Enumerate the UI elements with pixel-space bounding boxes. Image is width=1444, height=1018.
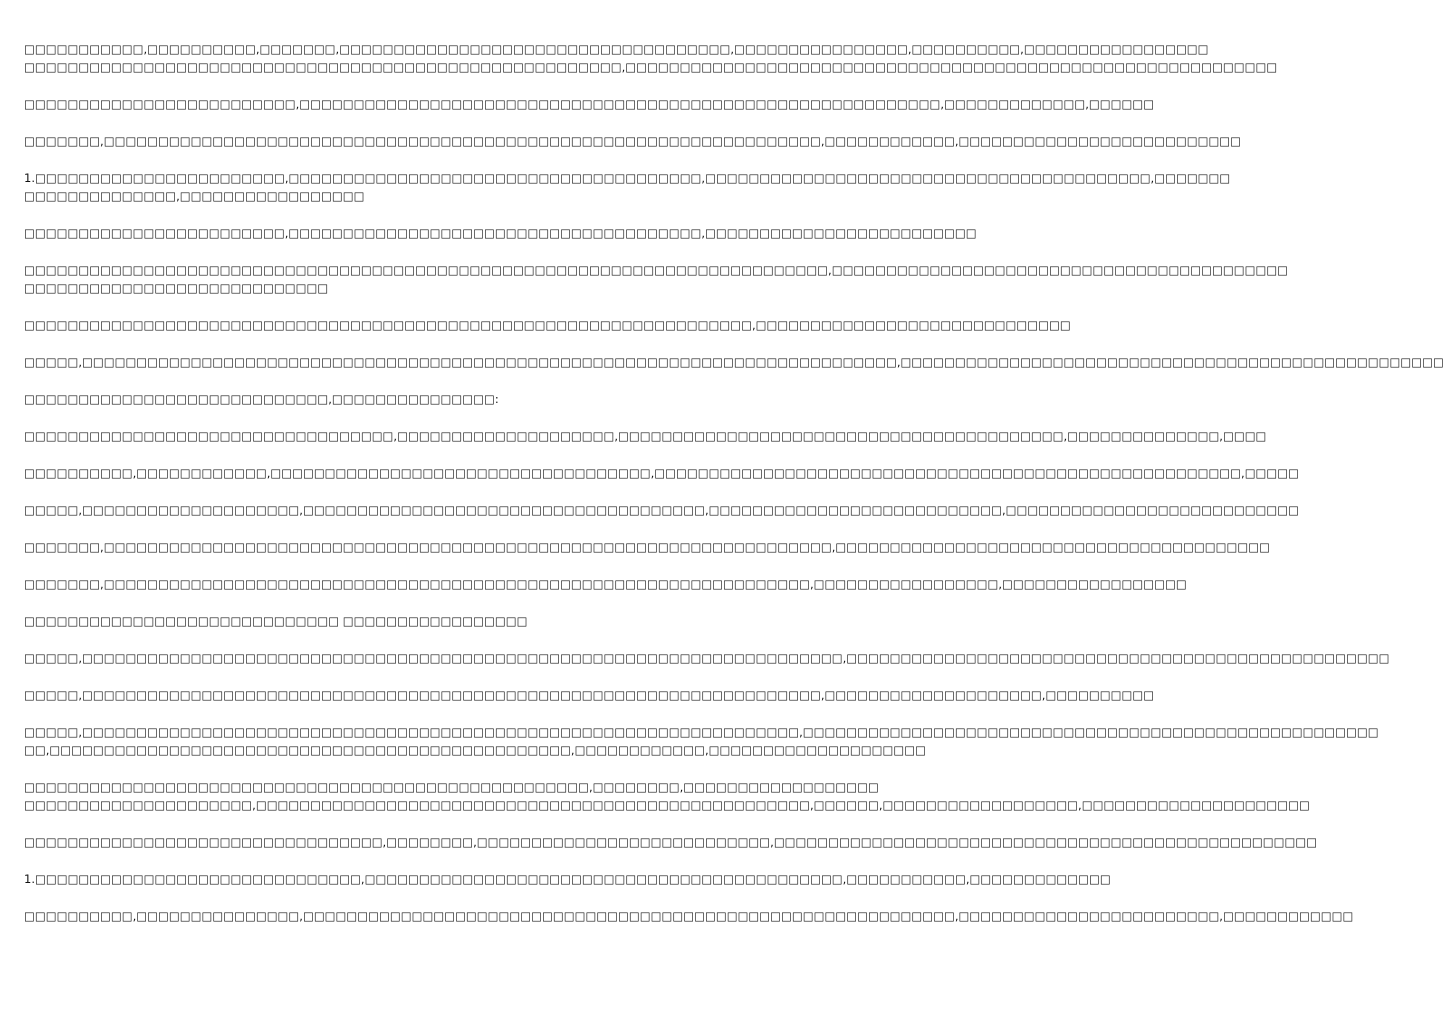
paragraph-line: □□□□□□□□□□,□□□□□□□□□□□□□□□,□□□□□□□□□□□□□□□□□□□□□□□□□□□□□□□□□□□□□□□□□□□□□□□□□□□□□□□□□□□□,□□□□□□□□□□□□□□□□□□□□□□□□,□□□□□□□□□□□□ (24, 909, 1354, 923)
paragraph (24, 778, 1310, 814)
paragraph (24, 427, 1267, 445)
paragraph (24, 95, 1155, 113)
paragraph-line: 1.□□□□□□□□□□□□□□□□□□□□□□□,□□□□□□□□□□□□□□□□□□□□□□□□□□□□□□□□□□□□□□,□□□□□□□□□□□□□□□□□□□□□□□□□□□□□□□□□□□□□□□□□,□□□□□□□ (24, 171, 1231, 185)
paragraph (24, 224, 977, 242)
paragraph (24, 40, 1278, 76)
paragraph (24, 686, 1155, 704)
paragraph-line: □□□□□,□□□□□□□□□□□□□□□□□□□□□□□□□□□□□□□□□□□□□□□□□□□□□□□□□□□□□□□□□□□□□□□□□□□□,□□□□□□□□□□□□□□□□□□□□,□□□□□□□□□□ (24, 688, 1155, 702)
paragraph (24, 833, 1318, 851)
paragraph-line: □□□□□□□,□□□□□□□□□□□□□□□□□□□□□□□□□□□□□□□□□□□□□□□□□□□□□□□□□□□□□□□□□□□□□□□□□□□,□□□□□□□□□□□□□□□□□□□□□□□□□□□□□□□□□□□□□□□□ (24, 540, 1270, 554)
paragraph-line: □□□□□□□□□□□□□□□□□□□□□□□□□□□□,□□□□□□□□□□□□□□□: (24, 392, 499, 406)
paragraph (24, 612, 696, 630)
paragraph (24, 575, 1187, 593)
paragraph (24, 132, 1242, 150)
paragraph-line: □□,□□□□□□□□□□□□□□□□□□□□□□□□□□□□□□□□□□□□□□□□□□□□□□□□,□□□□□□□□□□□□,□□□□□□□□□□□□□□□□□□□□ (24, 743, 926, 757)
paragraph-line: 1.□□□□□□□□□□□□□□□□□□□□□□□□□□□□□□,□□□□□□□□□□□□□□□□□□□□□□□□□□□□□□□□□□□□□□□□□□□□,□□□□□□□□□□□,□□□□□□□□□□□□□ (24, 872, 1111, 886)
paragraph-line: □□□□□□□□□□□□□□,□□□□□□□□□□□□□□□□□ (24, 189, 365, 203)
paragraph-line: □□□□□□□□□□□□□□□□□□□□□□□□□□□□□ □□□□□□□□□□□□□□□□□ (24, 614, 528, 628)
paragraph-line: □□□□□□□□□□□□□□□□□□□□□□□□□□□□□□□□□□□□□□□□□□□□□□□□□□□□□□□□□□□□□□□□□□□□□□□□□□,□□□□□□□□□□□□□□□□□□□□□□□□□□□□□□□□□□□□□□□□□□ (24, 263, 1289, 277)
paragraph-line: □□□□□□□□□□□,□□□□□□□□□□,□□□□□□□,□□□□□□□□□□□□□□□□□□□□□□□□□□□□□□□□□□□□,□□□□□□□□□□□□□□□□,□□□□□□□□□□,□□□□□□□□□□□□□□□□□ (24, 42, 1209, 56)
paragraph (24, 353, 1444, 371)
paragraph-line: □□□□□,□□□□□□□□□□□□□□□□□□□□,□□□□□□□□□□□□□□□□□□□□□□□□□□□□□□□□□□□□□,□□□□□□□□□□□□□□□□□□□□□□□□□□□,□□□□□□□□□□□□□□□□□□□□□□□□□□□ (24, 503, 1300, 517)
paragraph (24, 870, 1111, 888)
paragraph-line: □□□□□□□□□□□□□□□□□□□□□□□□□□□□□□□□□,□□□□□□□□,□□□□□□□□□□□□□□□□□□□□□□□□□□□,□□□□□□□□□□□□□□□□□□□□□□□□□□□□□□□□□□□□□□□□□□□□□□□□□□ (24, 835, 1318, 849)
paragraph-line: □□□□□□□□□□□□□□□□□□□□□,□□□□□□□□□□□□□□□□□□□□□□□□□□□□□□□□□□□□□□□□□□□□□□□□□□□,□□□□□□,□□□□□□□□□□□□□□□□□□,□□□□□□□□□□□□□□□□□□□□□ (24, 798, 1310, 812)
paragraph (24, 538, 1270, 556)
paragraph (24, 464, 1300, 482)
paragraph-line: □□□□□□□□□□□□□□□□□□□□□□□□□□□□ (24, 281, 329, 295)
paragraph (24, 169, 1231, 205)
paragraph (24, 501, 1300, 519)
paragraph-line: □□□□□□□,□□□□□□□□□□□□□□□□□□□□□□□□□□□□□□□□□□□□□□□□□□□□□□□□□□□□□□□□□□□□□□□□□,□□□□□□□□□□□□□□□□□,□□□□□□□□□□□□□□□□□ (24, 577, 1187, 591)
paragraph-line: □□□□□□□□□□□□□□□□□□□□□□□□□,□□□□□□□□□□□□□□□□□□□□□□□□□□□□□□□□□□□□□□□□□□□□□□□□□□□□□□□□□□□,□□□□□□□□□□□□□,□□□□□□ (24, 97, 1155, 111)
paragraph-line: □□□□□,□□□□□□□□□□□□□□□□□□□□□□□□□□□□□□□□□□□□□□□□□□□□□□□□□□□□□□□□□□□□□□□□□□,□□□□□□□□□□□□□□□□□□□□□□□□□□□□□□□□□□□□□□□□□□□□□□□□□□□□□ (24, 725, 1379, 739)
paragraph (24, 390, 696, 408)
paragraph-line: □□□□□□□□□□,□□□□□□□□□□□□,□□□□□□□□□□□□□□□□□□□□□□□□□□□□□□□□□□□,□□□□□□□□□□□□□□□□□□□□□□□□□□□□□□□□□□□□□□□□□□□□□□□□□□□□□□,□□□□□ (24, 466, 1300, 480)
paragraph (24, 723, 1379, 759)
paragraph (24, 907, 1354, 925)
paragraph-line: □□□□□□□□□□□□□□□□□□□□□□□□,□□□□□□□□□□□□□□□□□□□□□□□□□□□□□□□□□□□□□□,□□□□□□□□□□□□□□□□□□□□□□□□□ (24, 226, 977, 240)
paragraph-line: □□□□□,□□□□□□□□□□□□□□□□□□□□□□□□□□□□□□□□□□□□□□□□□□□□□□□□□□□□□□□□□□□□□□□□□□□□□□□□□□□,□□□□□□□□□□□□□□□□□□□□□□□□□□□□□□□□□□□□□□□□□□□□□□□□□□ (24, 355, 1444, 369)
paragraph-line: □□□□□□□□□□□□□□□□□□□□□□□□□□□□□□□□□□□□□□□□□□□□□□□□□□□□□□□,□□□□□□□□□□□□□□□□□□□□□□□□□□□□□□□□□□□□□□□□□□□□□□□□□□□□□□□□□□□□ (24, 60, 1278, 74)
paragraph-line: □□□□□□□□□□□□□□□□□□□□□□□□□□□□□□□□□□□□□□□□□□□□□□□□□□□□,□□□□□□□□,□□□□□□□□□□□□□□□□□□ (24, 780, 879, 794)
paragraph-line: □□□□□□□□□□□□□□□□□□□□□□□□□□□□□□□□□□□□□□□□□□□□□□□□□□□□□□□□□□□□□□□□□□□,□□□□□□□□□□□□□□□□□□□□□□□□□□□□□ (24, 318, 1071, 332)
document-body (24, 40, 1444, 944)
paragraph-line: □□□□□□□,□□□□□□□□□□□□□□□□□□□□□□□□□□□□□□□□□□□□□□□□□□□□□□□□□□□□□□□□□□□□□□□□□□,□□□□□□□□□□□□,□□□□□□□□□□□□□□□□□□□□□□□□□□ (24, 134, 1242, 148)
paragraph (24, 649, 1390, 667)
paragraph-line: □□□□□,□□□□□□□□□□□□□□□□□□□□□□□□□□□□□□□□□□□□□□□□□□□□□□□□□□□□□□□□□□□□□□□□□□□□□□,□□□□□□□□□□□□□□□□□□□□□□□□□□□□□□□□□□□□□□□□□□□□□□□□□□ (24, 651, 1390, 665)
paragraph-line: □□□□□□□□□□□□□□□□□□□□□□□□□□□□□□□□□□,□□□□□□□□□□□□□□□□□□□□,□□□□□□□□□□□□□□□□□□□□□□□□□□□□□□□□□□□□□□□□□,□□□□□□□□□□□□□□,□□□□ (24, 429, 1267, 443)
paragraph (24, 261, 1289, 297)
paragraph (24, 316, 1071, 334)
